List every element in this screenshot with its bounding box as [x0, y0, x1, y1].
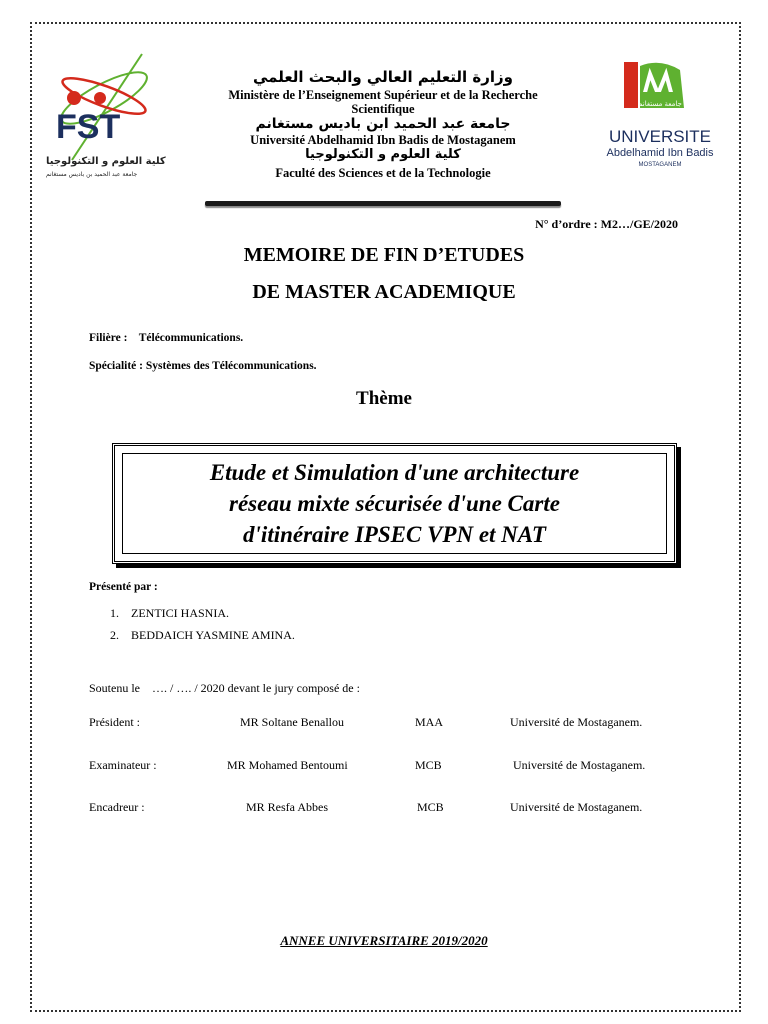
author-name: BEDDAICH YASMINE AMINA.: [131, 628, 295, 642]
presented-by-label: Présenté par :: [89, 581, 158, 593]
defense-dots: ….: [152, 681, 167, 695]
jury-row: [89, 758, 689, 774]
fst-arabic-text: كلية العلوم و التكنولوجيا: [46, 156, 166, 167]
university-logo: [580, 56, 740, 176]
header-divider: [205, 201, 561, 206]
header-french-faculty: Faculté des Sciences et de la Technologie: [275, 166, 491, 180]
theme-title-line2: réseau mixte sécurisée d'une Carte: [229, 491, 560, 516]
jury-grade: MCB: [415, 758, 442, 772]
svg-text:جامعة مستغانم: جامعة مستغانم: [638, 100, 682, 108]
header-arabic-faculty: كلية العلوم و التكنولوجيا: [305, 147, 461, 162]
fst-arabic-subtext: جامعة عبد الحميد بن باديس مستغانم: [46, 171, 138, 178]
jury-grade: MCB: [417, 800, 444, 814]
defense-prefix: Soutenu le: [89, 681, 140, 695]
jury-university: Université de Mostaganem.: [513, 758, 646, 772]
theme-title-line1: Etude et Simulation d'une architecture: [209, 460, 580, 485]
jury-name: MR Mohamed Bentoumi: [227, 758, 348, 772]
university-name: UNIVERSITE: [608, 127, 712, 146]
university-sub: Abdelhamid Ibn Badis: [606, 147, 714, 159]
jury-role: Encadreur :: [89, 800, 145, 814]
specialite-label: Spécialité :: [89, 360, 143, 372]
filiere-line: [89, 332, 243, 344]
jury-name: MR Resfa Abbes: [246, 800, 328, 814]
specialite-value: Systèmes des Télécommunications.: [145, 360, 317, 372]
header-arabic-ministry: وزارة التعليم العالي والبحث العلمي: [252, 68, 514, 86]
memoire-title-line1: MEMOIRE DE FIN D’ETUDES: [243, 244, 525, 266]
theme-title-line3: d'itinéraire IPSEC VPN et NAT: [243, 522, 546, 547]
jury-university: Université de Mostaganem.: [510, 715, 643, 729]
author-item: [110, 628, 295, 643]
author-number: 1.: [110, 606, 119, 620]
theme-label: Thème: [356, 388, 412, 409]
defense-rest: / …. / 2020 devant le jury composé de :: [170, 681, 360, 695]
theme-title: [210, 457, 579, 550]
header-french-university: Université Abdelhamid Ibn Badis de Mostaganem: [250, 133, 516, 147]
fst-letters: FST: [56, 108, 121, 146]
order-number: N° d’ordre : M2…/GE/2020: [535, 217, 678, 231]
jury-name: MR Soltane Benallou: [240, 715, 344, 729]
jury-grade: MAA: [415, 715, 444, 729]
defense-date-line: [89, 681, 360, 696]
specialite-line: [89, 360, 317, 372]
jury-role: Examinateur :: [89, 758, 157, 772]
jury-row: [89, 715, 689, 731]
header-french-ministry: Ministère de l’Enseignement Supérieur et de la Recherche Scientifique: [228, 88, 538, 116]
jury-row: [89, 800, 689, 816]
university-city: MOSTAGANEM: [638, 162, 682, 168]
author-item: [110, 606, 229, 621]
jury-role: Président :: [89, 715, 140, 729]
author-name: ZENTICI HASNIA.: [131, 606, 229, 620]
fst-logo: [42, 50, 190, 182]
filiere-value: Télécommunications.: [138, 332, 244, 344]
filiere-label: Filière :: [89, 332, 128, 344]
header-arabic-university: جامعة عبد الحميد ابن باديس مستغانم: [255, 116, 511, 132]
academic-year: ANNEE UNIVERSITAIRE 2019/2020: [280, 933, 488, 948]
author-number: 2.: [110, 628, 119, 642]
theme-box: [112, 443, 677, 564]
memoire-title-line2: DE MASTER ACADEMIQUE: [252, 281, 516, 303]
jury-university: Université de Mostaganem.: [510, 800, 643, 814]
